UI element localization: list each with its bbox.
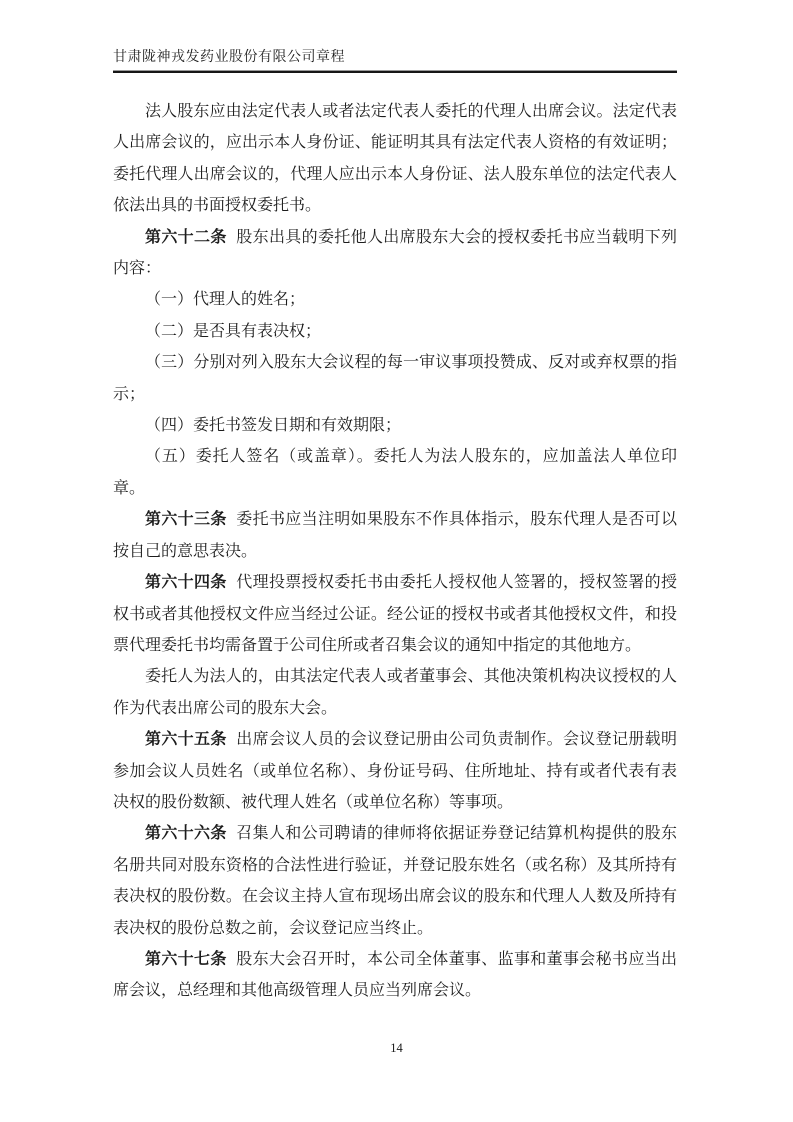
paragraph-text: （一）代理人的姓名； [145, 291, 306, 309]
header-title: 甘肃陇神戎发药业股份有限公司章程 [113, 50, 345, 65]
article-lead: 第六十二条 [145, 228, 227, 246]
article-65-paragraph [113, 724, 677, 818]
article-64-paragraph [113, 567, 677, 661]
list-item [113, 347, 677, 410]
article-63-paragraph [113, 504, 677, 567]
list-item [113, 284, 677, 315]
paragraph-text: 出席会议人员的会议登记册由公司负责制作。会议登记册载明参加会议人员姓名（或单位名称）、身份证号码、住所地址、持有或者代表有表决权的股份数额、被代理人姓名（或单位名称）等事项。 [113, 731, 677, 811]
article-67-paragraph [113, 944, 677, 1007]
header-rule [113, 70, 677, 73]
paragraph-text: （二）是否具有表决权； [145, 322, 322, 340]
paragraph-text: （三）分别对列入股东大会议程的每一审议事项投赞成、反对或弃权票的指示； [113, 354, 677, 403]
article-62-paragraph [113, 222, 677, 285]
page-number: 14 [390, 1041, 403, 1055]
list-item [113, 441, 677, 504]
page-header [113, 48, 677, 73]
paragraph-text: 代理投票授权委托书由委托人授权他人签署的，授权签署的授权书或者其他授权文件应当经过公证。经公证的授权书或者其他授权文件，和投票代理委托书均需备置于公司住所或者召集会议的通知中指定的其他地方。 [113, 574, 677, 654]
article-66-paragraph [113, 818, 677, 944]
paragraph-text: （五）委托人签名（或盖章）。委托人为法人股东的，应加盖法人单位印章。 [113, 448, 677, 497]
paragraph-text: 委托书应当注明如果股东不作具体指示，股东代理人是否可以按自己的意思表决。 [113, 511, 677, 560]
list-item [113, 410, 677, 441]
article-lead: 第六十五条 [145, 731, 227, 749]
article-lead: 第六十三条 [145, 511, 227, 529]
paragraph-text: （四）委托书签发日期和有效期限； [145, 417, 402, 435]
article-lead: 第六十四条 [145, 574, 227, 592]
paragraph-text: 股东出具的委托他人出席股东大会的授权委托书应当载明下列内容： [113, 228, 677, 278]
article-lead: 第六十六条 [145, 825, 227, 843]
list-item [113, 316, 677, 347]
document-body [113, 96, 677, 1007]
body-paragraph [113, 661, 677, 724]
body-paragraph [113, 96, 677, 222]
paragraph-text: 召集人和公司聘请的律师将依据证券登记结算机构提供的股东名册共同对股东资格的合法性进行验证，并登记股东姓名（或名称）及其所持有表决权的股份数。在会议主持人宣布现场出席会议的股东和代理人人数及所持有表决权的股份总数之前，会议登记应当终止。 [113, 825, 677, 937]
paragraph-text: 法人股东应由法定代表人或者法定代表人委托的代理人出席会议。法定代表人出席会议的，应出示本人身份证、能证明其具有法定代表人资格的有效证明；委托代理人出席会议的，代理人应出示本人身份证、法人股东单位的法定代表人依法出具的书面授权委托书。 [113, 103, 677, 215]
article-lead: 第六十七条 [145, 950, 227, 968]
paragraph-text: 股东大会召开时，本公司全体董事、监事和董事会秘书应当出席会议，总经理和其他高级管理人员应当列席会议。 [113, 950, 677, 1000]
paragraph-text: 委托人为法人的，由其法定代表人或者董事会、其他决策机构决议授权的人作为代表出席公司的股东大会。 [113, 668, 677, 717]
